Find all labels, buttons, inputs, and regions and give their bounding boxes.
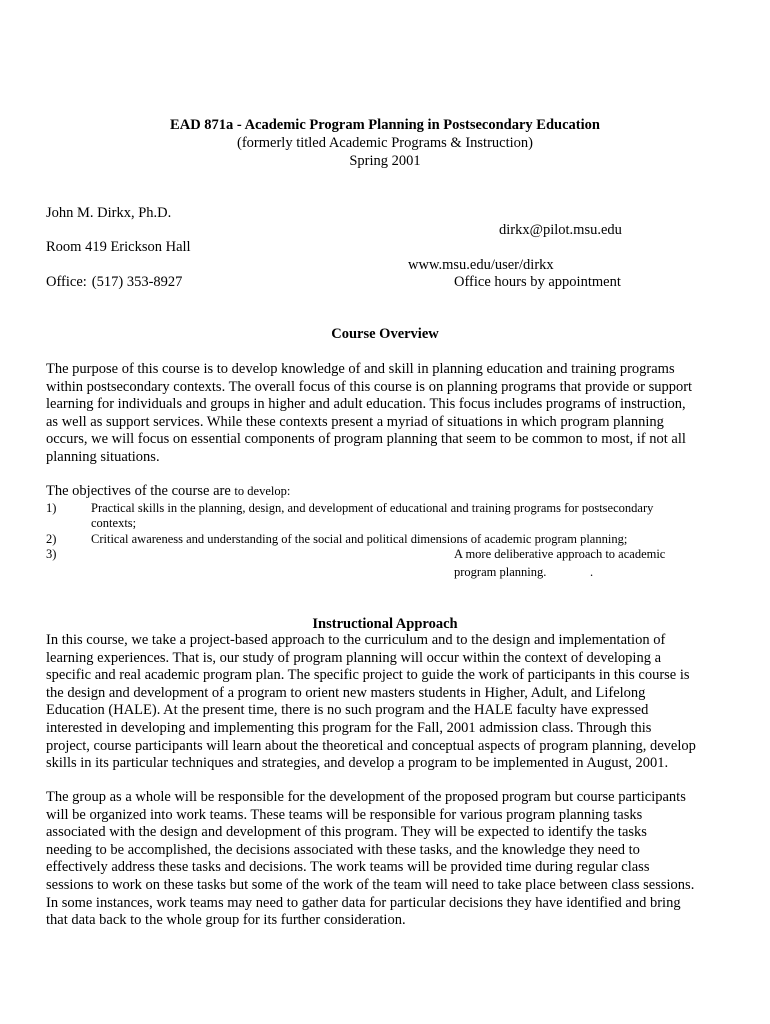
objective-text: Practical skills in the planning, design, and development of educational and training programs for postsecondary bbox=[91, 501, 654, 515]
approach-line: that data back to the whole group for its further consideration. bbox=[46, 912, 406, 929]
course-subtitle: (formerly titled Academic Programs & Instruction) bbox=[237, 135, 533, 151]
approach-paragraph-1 bbox=[46, 632, 696, 773]
overview-line: as well as support services. While these contexts present a myriad of situations in which program planning bbox=[46, 413, 664, 430]
approach-line: associated with the design and development of this program. They will be expected to identify the tasks bbox=[46, 824, 647, 841]
overview-line: learning for individuals and groups in higher and adult education. This focus includes programs of instruction, bbox=[46, 396, 686, 413]
approach-line: Education (HALE). At the present time, there is no such program and the HALE faculty have expressed bbox=[46, 702, 649, 719]
objectives-intro-main: The objectives of the course are bbox=[46, 483, 231, 499]
instructor-name: John M. Dirkx, Ph.D. bbox=[46, 205, 172, 221]
approach-line: In some instances, work teams may need to gather data for particular decisions they have identified and bring bbox=[46, 894, 681, 911]
objective-number: 2) bbox=[46, 532, 57, 546]
office-phone-line bbox=[46, 274, 182, 291]
instructor-website[interactable]: www.msu.edu/user/dirkx bbox=[408, 257, 554, 273]
overview-line: within postsecondary contexts. The overall focus of this course is on planning programs that provide or support bbox=[46, 378, 693, 395]
office-hours: Office hours by appointment bbox=[454, 274, 621, 290]
objective-number: 1) bbox=[46, 501, 57, 515]
objective-text: program planning. bbox=[454, 565, 547, 579]
overview-paragraph bbox=[46, 361, 692, 467]
objective-text: A more deliberative approach to academic bbox=[454, 547, 666, 561]
objectives-intro-small: to develop: bbox=[234, 484, 291, 498]
objective-text: contexts; bbox=[91, 516, 137, 530]
overview-line: planning situations. bbox=[46, 448, 160, 465]
approach-line: needing to be accomplished, the decisions associated with these tasks, and the knowledge they need to bbox=[46, 841, 640, 858]
overview-line: The purpose of this course is to develop knowledge of and skill in planning education and training programs bbox=[46, 361, 675, 377]
instructor-email[interactable]: dirkx@pilot.msu.edu bbox=[499, 222, 622, 238]
course-term: Spring 2001 bbox=[349, 153, 421, 169]
approach-line: learning experiences. That is, our study of program planning will occur within the context of developing a bbox=[46, 649, 662, 666]
approach-line: sessions to work on these tasks but some of the work of the team will need to take place between class sessions. bbox=[46, 876, 695, 893]
objectives-intro bbox=[46, 483, 290, 500]
approach-line: will be organized into work teams. These teams will be responsible for various program planning tasks bbox=[46, 806, 643, 823]
approach-line: The group as a whole will be responsible for the development of the proposed program but course participants bbox=[46, 789, 686, 805]
overview-line: occurs, we will focus on essential components of program planning that seem to be common to most, if not all bbox=[46, 431, 686, 448]
office-room: Room 419 Erickson Hall bbox=[46, 239, 191, 255]
objective-trailing-period: . bbox=[590, 565, 594, 579]
approach-line: the design and development of a program to orient new masters students in Higher, Adult, and Lifelong bbox=[46, 684, 646, 701]
course-title: EAD 871a - Academic Program Planning in Postsecondary Education bbox=[170, 117, 600, 133]
office-label: Office: bbox=[46, 274, 87, 290]
approach-line: effectively address these tasks and decisions. The work teams will be provided time during regular class bbox=[46, 859, 650, 876]
approach-heading: Instructional Approach bbox=[312, 616, 458, 632]
approach-line: In this course, we take a project-based approach to the curriculum and to the design and implementation of bbox=[46, 632, 666, 648]
approach-line: project, course participants will learn about the theoretical and conceptual aspects of program planning, develop bbox=[46, 737, 696, 754]
objective-number: 3) bbox=[46, 547, 57, 561]
approach-paragraph-2 bbox=[46, 789, 694, 930]
objective-text: Critical awareness and understanding of the social and political dimensions of academic program planning; bbox=[91, 532, 628, 546]
approach-line: skills in its particular techniques and strategies, and develop a program to be implemented in August, 2001. bbox=[46, 755, 669, 772]
approach-line: specific and real academic program plan. The specific project to guide the work of participants in this course is bbox=[46, 667, 690, 684]
office-phone: (517) 353-8927 bbox=[91, 274, 183, 290]
overview-heading: Course Overview bbox=[331, 326, 439, 342]
approach-line: interested in developing and implementing this program for the Fall, 2001 admission class. Through this bbox=[46, 719, 652, 736]
